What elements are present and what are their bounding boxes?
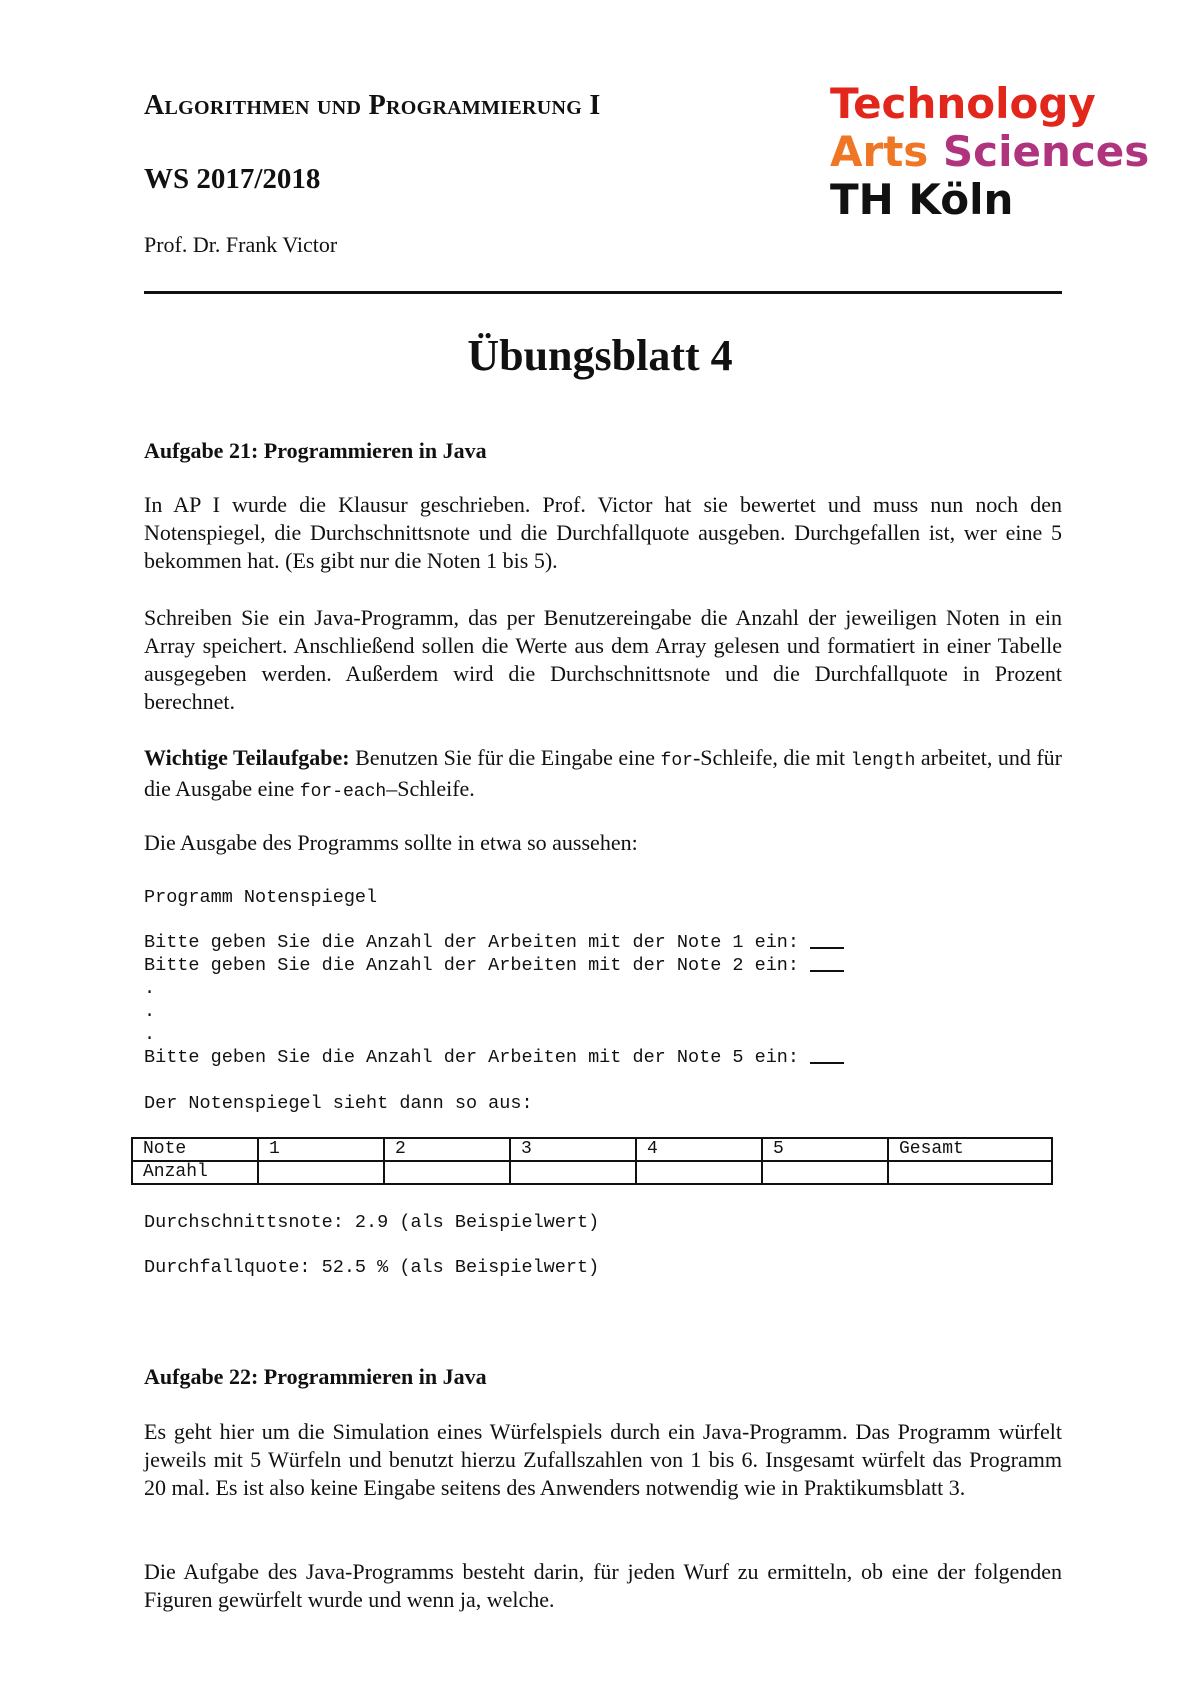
code-length: length bbox=[850, 751, 916, 771]
logo-sciences: Sciences bbox=[942, 126, 1150, 176]
table-cell: Note bbox=[132, 1138, 258, 1161]
professor-name: Prof. Dr. Frank Victor bbox=[144, 232, 338, 257]
table-row bbox=[132, 1161, 1052, 1184]
p3-text-d: –Schleife. bbox=[386, 776, 475, 801]
page-title: Übungsblatt 4 bbox=[467, 331, 733, 380]
code-for: for bbox=[660, 751, 693, 771]
table-cell: 3 bbox=[510, 1138, 636, 1161]
table-cell bbox=[258, 1161, 384, 1184]
task21-paragraph-3 bbox=[144, 744, 1062, 806]
task21-paragraph-1: In AP I wurde die Klausur geschrieben. Prof. Victor hat sie bewertet und muss nun noch den Notenspiegel, die Durchschnittsnote und die Durchfallquote ausgeben. Durchgefallen ist, wer eine 5 bekommen hat. (Es gibt nur die Noten 1 bis 5). bbox=[144, 492, 1062, 573]
semester: WS 2017/2018 bbox=[144, 163, 321, 195]
input-blank bbox=[810, 954, 844, 972]
task22-heading: Aufgabe 22: Programmieren in Java bbox=[144, 1364, 487, 1389]
table-cell: 4 bbox=[636, 1138, 762, 1161]
table-cell bbox=[762, 1161, 888, 1184]
table-cell bbox=[888, 1161, 1052, 1184]
task21-heading: Aufgabe 21: Programmieren in Java bbox=[144, 438, 487, 463]
table-cell: 1 bbox=[258, 1138, 384, 1161]
input-blank bbox=[810, 931, 844, 949]
output-table-intro: Der Notenspiegel sieht dann so aus: bbox=[144, 1093, 533, 1114]
important-subtask-label: Wichtige Teilaufgabe: bbox=[144, 745, 350, 770]
output-dot-2: . bbox=[144, 1001, 156, 1022]
prompt-2-text: Bitte geben Sie die Anzahl der Arbeiten mit der Note 2 ein: bbox=[144, 955, 811, 976]
p3-text-a: Benutzen Sie für die Eingabe eine bbox=[349, 745, 661, 770]
output-dot-1: . bbox=[144, 978, 156, 999]
logo-technology: Technology bbox=[830, 79, 1096, 128]
table-cell: Gesamt bbox=[888, 1138, 1052, 1161]
logo-arts-sciences bbox=[830, 128, 1170, 176]
th-koeln-logo bbox=[830, 80, 1170, 224]
output-dot-3: . bbox=[144, 1024, 156, 1045]
output-average: Durchschnittsnote: 2.9 (als Beispielwert) bbox=[144, 1212, 600, 1233]
table-cell: Anzahl bbox=[132, 1161, 258, 1184]
prompt-5-text: Bitte geben Sie die Anzahl der Arbeiten mit der Note 5 ein: bbox=[144, 1047, 811, 1068]
output-prompt-note-5 bbox=[144, 1046, 844, 1069]
table-row bbox=[132, 1138, 1052, 1161]
task21-paragraph-2: Schreiben Sie ein Java-Programm, das per Benutzereingabe die Anzahl der jeweiligen Noten in ein Array speichert. Anschließend sollen die Werte aus dem Array gelesen und formatiert in einer Tabelle ausgegeben werden. Außerdem wird die Durchschnittsnote und die Durchfallquote in Prozent berechnet. bbox=[144, 605, 1062, 714]
code-for-each: for-each bbox=[299, 782, 387, 802]
table-cell bbox=[384, 1161, 510, 1184]
table-cell: 5 bbox=[762, 1138, 888, 1161]
p3-text-c: arbeitet, und für die Ausgabe eine bbox=[144, 745, 1063, 801]
output-prompt-note-1 bbox=[144, 931, 844, 954]
table-cell: 2 bbox=[384, 1138, 510, 1161]
p3-text-b: -Schleife, die mit bbox=[692, 745, 851, 770]
logo-th-koeln: TH Köln bbox=[830, 174, 1014, 224]
input-blank bbox=[810, 1046, 844, 1064]
task21-paragraph-4: Die Ausgabe des Programms sollte in etwa so aussehen: bbox=[144, 830, 638, 855]
logo-arts: Arts bbox=[830, 126, 943, 176]
grade-table bbox=[131, 1137, 1053, 1185]
task22-paragraph-1: Es geht hier um die Simulation eines Würfelspiels durch ein Java-Programm. Das Programm würfelt jeweils mit 5 Würfeln und benutzt hierzu Zufallszahlen von 1 bis 6. Insgesamt würfelt das Programm 20 mal. Es ist also keine Eingabe seitens des Anwenders notwendig wie in Praktikumsblatt 3. bbox=[144, 1419, 1062, 1500]
header-divider bbox=[144, 291, 1062, 294]
course-title: Algorithmen und Programmierung I bbox=[144, 90, 601, 121]
table-cell bbox=[510, 1161, 636, 1184]
output-failrate: Durchfallquote: 52.5 % (als Beispielwert) bbox=[144, 1257, 600, 1278]
task22-paragraph-2: Die Aufgabe des Java-Programms besteht darin, für jeden Wurf zu ermitteln, ob eine der folgenden Figuren gewürfelt wurde und wenn ja, welche. bbox=[144, 1559, 1062, 1612]
output-prompt-note-2 bbox=[144, 954, 844, 977]
table-cell bbox=[636, 1161, 762, 1184]
prompt-1-text: Bitte geben Sie die Anzahl der Arbeiten mit der Note 1 ein: bbox=[144, 932, 811, 953]
output-program-title: Programm Notenspiegel bbox=[144, 887, 378, 908]
